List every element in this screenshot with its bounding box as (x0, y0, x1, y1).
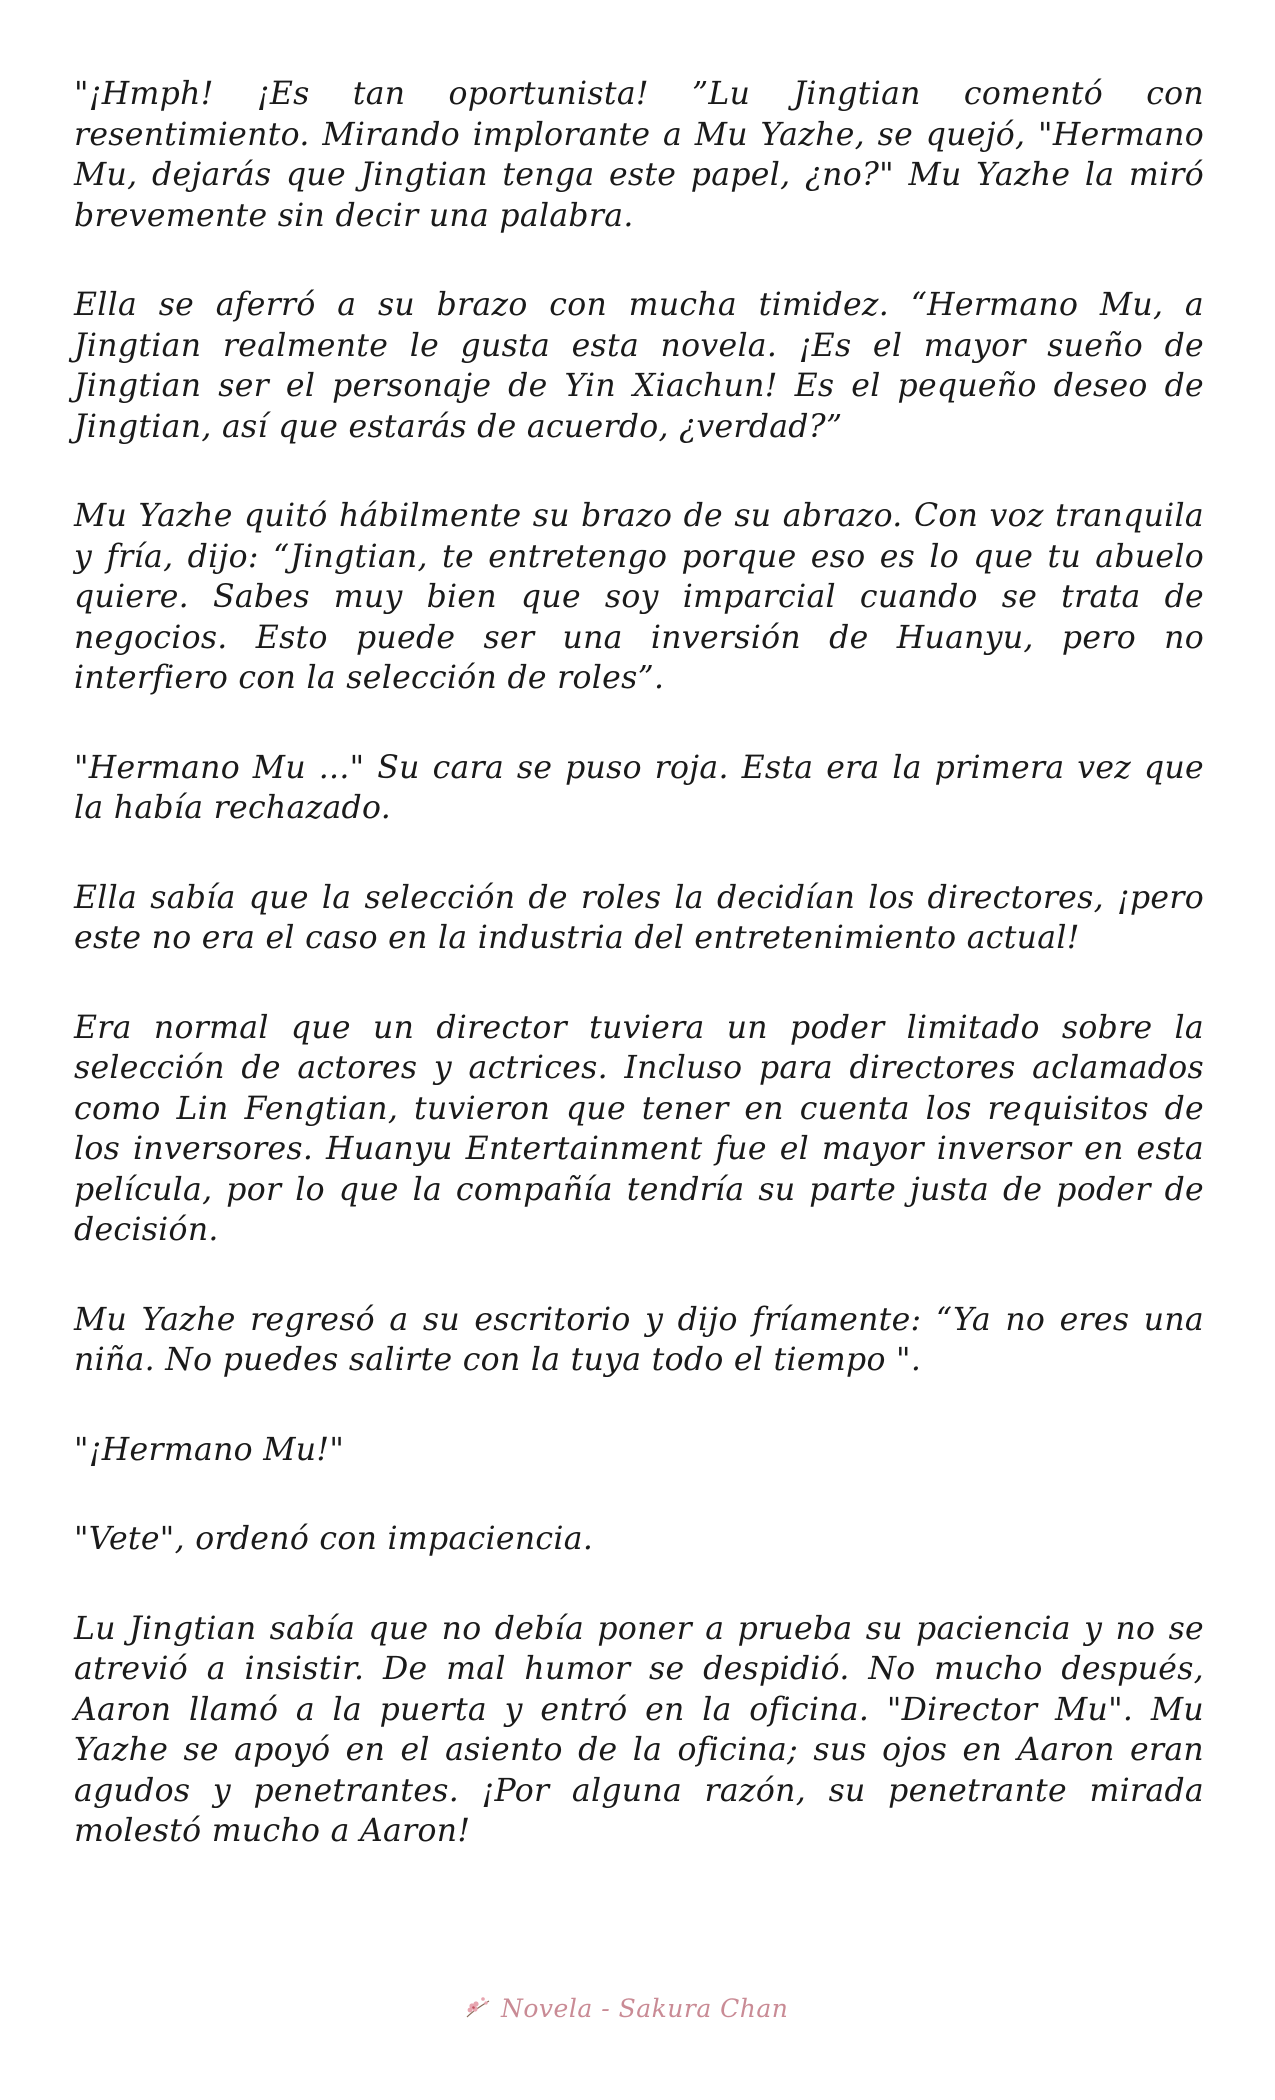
paragraph: "¡Hermano Mu!" (74, 1431, 345, 1468)
paragraph: "Vete", ordenó con impaciencia. (74, 1521, 594, 1557)
paragraph: Mu Yazhe regresó a su escritorio y dijo fríamente: “Ya no eres una niña. No puedes salirte con la tuya todo el tiempo ". (74, 1301, 1204, 1378)
paragraph: Mu Yazhe quitó hábilmente su brazo de su abrazo. Con voz tranquila y fría, dijo: “Jingtian, te entretengo porque eso es lo que tu abuelo quiere. Sabes muy bien que soy imparcial cuando se trata de negocios. Esto puede ser una inversión de Huanyu, pero no interfiero con la selección de roles”. (74, 498, 1204, 696)
watermark-text: Novela - Sakura Chan (501, 1993, 789, 2023)
sakura-flower-icon (463, 1993, 493, 2023)
watermark (463, 1993, 788, 2023)
novel-page (74, 74, 1204, 1901)
paragraph: Era normal que un director tuviera un poder limitado sobre la selección de actores y actrices. Incluso para directores aclamados como Lin Fengtian, tuvieron que tener en cuenta los requisitos de los inversores. Huanyu Entertainment fue el mayor inversor en esta película, por lo que la compañía tendría su parte justa de poder de decisión. (74, 1009, 1204, 1248)
paragraph: Lu Jingtian sabía que no debía poner a prueba su paciencia y no se atrevió a insistir. De mal humor se despidió. No mucho después, Aaron llamó a la puerta y entró en la oficina. "Director Mu". Mu Yazhe se apoyó en el asiento de la oficina; sus ojos en Aaron eran agudos y penetrantes. ¡Por alguna razón, su penetrante mirada molestó mucho a Aaron! (74, 1610, 1204, 1849)
paragraph: Ella sabía que la selección de roles la decidían los directores, ¡pero este no era el caso en la industria del entretenimiento actual! (74, 879, 1204, 956)
paragraph: "¡Hmph! ¡Es tan oportunista! ”Lu Jingtian comentó con resentimiento. Mirando implorante a Mu Yazhe, se quejó, "Hermano Mu, dejarás que Jingtian tenga este papel, ¿no?" Mu Yazhe la miró brevemente sin decir una palabra. (74, 76, 1204, 234)
paragraph: Ella se aferró a su brazo con mucha timidez. “Hermano Mu, a Jingtian realmente le gusta esta novela. ¡Es el mayor sueño de Jingtian ser el personaje de Yin Xiachun! Es el pequeño deseo de Jingtian, así que estarás de acuerdo, ¿verdad?” (74, 287, 1204, 445)
paragraph: "Hermano Mu ..." Su cara se puso roja. Esta era la primera vez que la había rechazado. (74, 749, 1204, 826)
